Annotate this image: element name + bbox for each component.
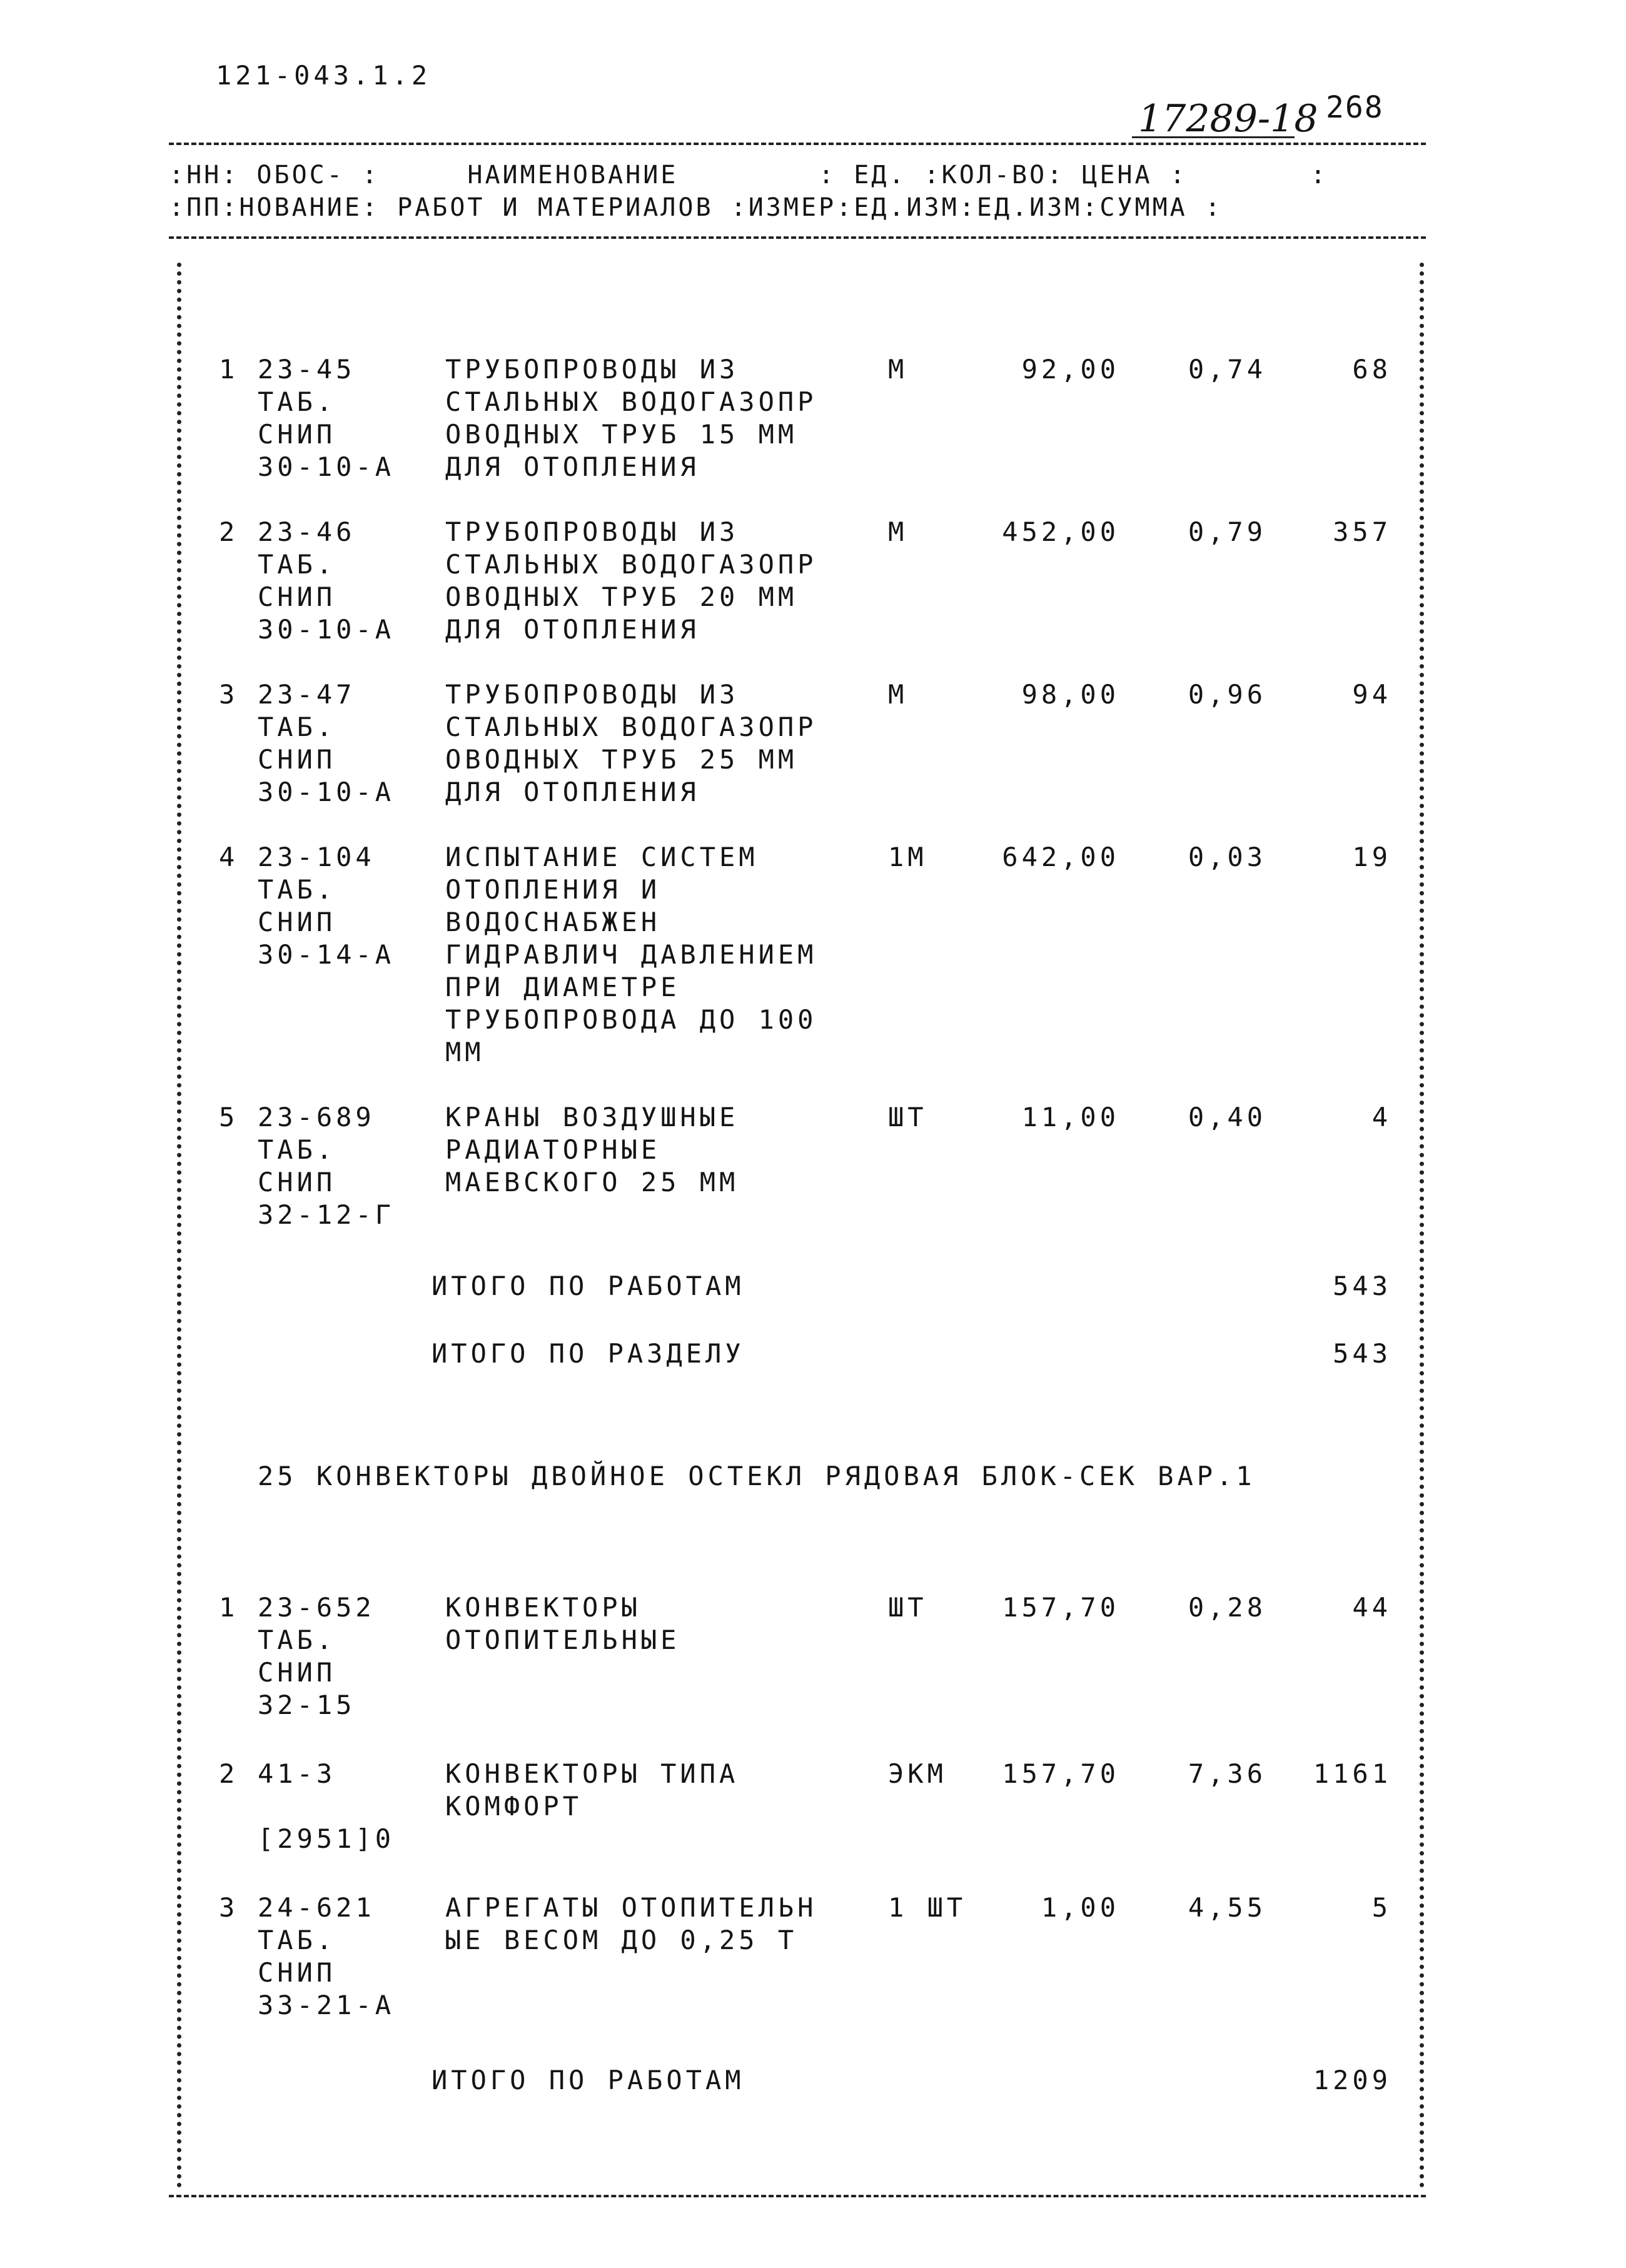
work-name: ВОДОСНАБЖЕН <box>445 907 661 937</box>
work-name: ТРУБОПРОВОДЫ ИЗ <box>445 517 739 547</box>
rate-code: 30-10-А <box>258 777 395 807</box>
header-rule <box>169 236 1426 239</box>
rate-code: СНИП <box>258 1167 336 1197</box>
rate-code: 23-46 <box>258 517 356 547</box>
sum: 4 <box>1371 1102 1391 1132</box>
rate-code: 23-689 <box>258 1102 375 1132</box>
work-name: ТРУБОПРОВОДЫ ИЗ <box>445 354 739 385</box>
unit-price: 0,28 <box>1188 1592 1266 1623</box>
left-border <box>177 263 181 2189</box>
rate-code: 30-10-А <box>258 614 395 645</box>
quantity: 1,00 <box>1041 1892 1119 1923</box>
unit-price: 0,03 <box>1188 842 1266 872</box>
sum: 44 <box>1352 1592 1391 1623</box>
rate-code: 32-12-Г <box>258 1199 395 1230</box>
rate-code: СНИП <box>258 744 336 775</box>
work-name: ОТОПИТЕЛЬНЫЕ <box>445 1625 680 1655</box>
work-name: ЫЕ ВЕСОМ ДО 0,25 Т <box>445 1925 798 1955</box>
handwritten-underline <box>1132 136 1295 138</box>
unit: ШТ <box>888 1102 927 1132</box>
row-number: 1 <box>219 354 239 385</box>
rate-code: 30-14-А <box>258 939 395 970</box>
work-name: ДЛЯ ОТОПЛЕНИЯ <box>445 451 700 482</box>
rate-code: 41-3 <box>258 1758 336 1789</box>
quantity: 98,00 <box>1021 679 1119 710</box>
total-label: ИТОГО ПО РАЗДЕЛУ <box>432 1338 745 1369</box>
total-label: ИТОГО ПО РАБОТАМ <box>432 1271 745 1301</box>
rate-code: 24-621 <box>258 1892 375 1923</box>
rate-code: 32-15 <box>258 1690 356 1720</box>
quantity: 11,00 <box>1021 1102 1119 1132</box>
unit: 1 ШТ <box>888 1892 967 1923</box>
work-name: ОВОДНЫХ ТРУБ 20 ММ <box>445 582 798 612</box>
work-name: АГРЕГАТЫ ОТОПИТЕЛЬН <box>445 1892 817 1923</box>
rate-code: ТАБ. <box>258 386 336 417</box>
rate-code: 23-47 <box>258 679 356 710</box>
work-name: ДЛЯ ОТОПЛЕНИЯ <box>445 614 700 645</box>
work-name: ОВОДНЫХ ТРУБ 15 ММ <box>445 419 798 450</box>
document-code: 121-043.1.2 <box>216 60 432 91</box>
work-name: СТАЛЬНЫХ ВОДОГАЗОПР <box>445 712 817 742</box>
work-name: ММ <box>445 1037 485 1067</box>
sum: 5 <box>1371 1892 1391 1923</box>
work-name: КОНВЕКТОРЫ ТИПА <box>445 1758 739 1789</box>
rate-code: 33-21-А <box>258 1990 395 2020</box>
row-number: 5 <box>219 1102 239 1132</box>
rate-code: ТАБ. <box>258 1134 336 1165</box>
rate-code: СНИП <box>258 1657 336 1688</box>
rate-code: 23-45 <box>258 354 356 385</box>
unit-price: 4,55 <box>1188 1892 1266 1923</box>
rate-code: ТАБ. <box>258 1925 336 1955</box>
work-name: ТРУБОПРОВОДА ДО 100 <box>445 1004 817 1035</box>
unit-price: 0,96 <box>1188 679 1266 710</box>
unit-price: 0,40 <box>1188 1102 1266 1132</box>
work-name: ТРУБОПРОВОДЫ ИЗ <box>445 679 739 710</box>
unit: М <box>888 354 908 385</box>
unit-price: 0,79 <box>1188 517 1266 547</box>
work-name: ГИДРАВЛИЧ ДАВЛЕНИЕМ <box>445 939 817 970</box>
total-sum: 543 <box>1333 1338 1391 1369</box>
row-number: 4 <box>219 842 239 872</box>
sum: 94 <box>1352 679 1391 710</box>
work-name: КОНВЕКТОРЫ <box>445 1592 641 1623</box>
total-sum: 543 <box>1333 1271 1391 1301</box>
sum: 19 <box>1352 842 1391 872</box>
rate-code: ТАБ. <box>258 712 336 742</box>
unit: ШТ <box>888 1592 927 1623</box>
unit: М <box>888 517 908 547</box>
rate-code: СНИП <box>258 419 336 450</box>
quantity: 452,00 <box>1002 517 1119 547</box>
rate-code: ТАБ. <box>258 874 336 905</box>
total-label: ИТОГО ПО РАБОТАМ <box>432 2065 745 2095</box>
rate-code: ТАБ. <box>258 1625 336 1655</box>
row-number: 2 <box>219 1758 239 1789</box>
work-name: ОВОДНЫХ ТРУБ 25 ММ <box>445 744 798 775</box>
rate-code: СНИП <box>258 582 336 612</box>
row-number: 1 <box>219 1592 239 1623</box>
rate-code: 23-652 <box>258 1592 375 1623</box>
work-name: МАЕВСКОГО 25 ММ <box>445 1167 739 1197</box>
row-number: 3 <box>219 1892 239 1923</box>
quantity: 92,00 <box>1021 354 1119 385</box>
work-name: РАДИАТОРНЫЕ <box>445 1134 661 1165</box>
rate-code: 23-104 <box>258 842 375 872</box>
quantity: 157,70 <box>1002 1758 1119 1789</box>
rate-code: 30-10-А <box>258 451 395 482</box>
page-number: 268 <box>1326 90 1384 125</box>
quantity: 157,70 <box>1002 1592 1119 1623</box>
sum: 1161 <box>1313 1758 1391 1789</box>
unit: 1М <box>888 842 927 872</box>
section-title: 25 КОНВЕКТОРЫ ДВОЙНОЕ ОСТЕКЛ РЯДОВАЯ БЛОК-СЕК ВАР.1 <box>258 1461 1256 1491</box>
work-name: КРАНЫ ВОЗДУШНЫЕ <box>445 1102 739 1132</box>
table-header-row-1: :НН: ОБОС- : НАИМЕНОВАНИЕ : ЕД. :КОЛ-ВО: ЦЕНА : : <box>169 161 1328 189</box>
bottom-rule <box>169 2195 1426 2197</box>
rate-code: СНИП <box>258 1957 336 1988</box>
work-name: ПРИ ДИАМЕТРЕ <box>445 972 680 1002</box>
quantity: 642,00 <box>1002 842 1119 872</box>
rate-code: ТАБ. <box>258 549 336 580</box>
table-header-row-2: :ПП:НОВАНИЕ: РАБОТ И МАТЕРИАЛОВ :ИЗМЕР:ЕД.ИЗМ:ЕД.ИЗМ:СУММА : <box>169 193 1223 222</box>
work-name: ИСПЫТАНИЕ СИСТЕМ <box>445 842 759 872</box>
total-sum: 1209 <box>1313 2065 1391 2095</box>
rate-code: СНИП <box>258 907 336 937</box>
unit-price: 7,36 <box>1188 1758 1266 1789</box>
work-name: ДЛЯ ОТОПЛЕНИЯ <box>445 777 700 807</box>
top-rule <box>169 143 1426 145</box>
unit: М <box>888 679 908 710</box>
sum: 68 <box>1352 354 1391 385</box>
sum: 357 <box>1333 517 1391 547</box>
row-number: 3 <box>219 679 239 710</box>
handwritten-number: 17289-18 <box>1138 97 1318 141</box>
rate-code: [2951]0 <box>258 1823 395 1854</box>
work-name: КОМФОРТ <box>445 1791 583 1822</box>
work-name: ОТОПЛЕНИЯ И <box>445 874 661 905</box>
right-border <box>1420 263 1424 2189</box>
work-name: СТАЛЬНЫХ ВОДОГАЗОПР <box>445 386 817 417</box>
unit: ЭКМ <box>888 1758 947 1789</box>
unit-price: 0,74 <box>1188 354 1266 385</box>
row-number: 2 <box>219 517 239 547</box>
work-name: СТАЛЬНЫХ ВОДОГАЗОПР <box>445 549 817 580</box>
